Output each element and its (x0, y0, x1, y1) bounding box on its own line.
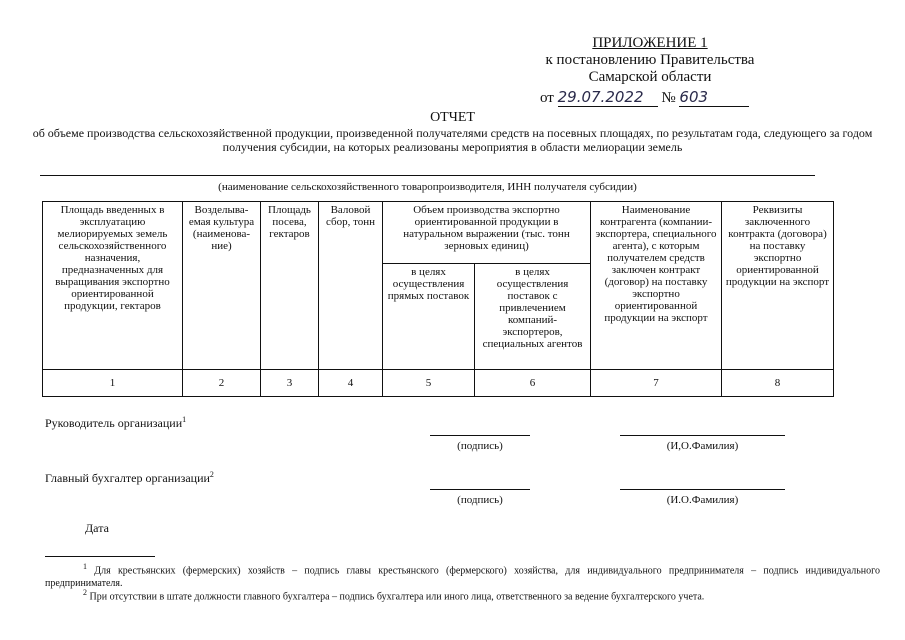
report-title: ОТЧЕТ (430, 110, 475, 125)
report-table (42, 201, 834, 397)
date-label: Дата (85, 521, 109, 535)
header-col-4: Валовой сбор, тонн (319, 202, 383, 370)
decree-number: 603 (679, 88, 749, 107)
head-signature-field[interactable] (430, 435, 530, 436)
header-col-3: Площадь посева, гектаров (261, 202, 319, 370)
producer-name-field[interactable] (40, 175, 815, 176)
head-footnote-mark: 1 (182, 415, 187, 424)
header-col-7: Наименование контрагента (компании-экспортера, специального агента), с которым получателем средств заключен контракт (договор) на поставку экспортно ориентированной продукции на экспорт (591, 202, 722, 370)
header-col-8: Реквизиты заключенного контракта (договора) на поставку экспортно ориентированной продукции на экспорт (722, 202, 834, 370)
column-number-row (43, 370, 834, 397)
head-label-text: Руководитель организации (45, 416, 183, 430)
appendix-title: ПРИЛОЖЕНИЕ 1 (592, 35, 708, 51)
column-number: 2 (183, 370, 261, 397)
footnote-1-text: Для крестьянских (фермерских) хозяйств – подпись главы крестьянского (фермерского) хозяйства, для индивидуального предпринимателя – подпись индивидуального предпринимателя. (45, 565, 880, 590)
column-number: 4 (319, 370, 383, 397)
column-number: 7 (591, 370, 722, 397)
accountant-label-text: Главный бухгалтер организации (45, 471, 210, 485)
footnote-2 (45, 586, 880, 603)
appendix-line-2: к постановлению Правительства (545, 52, 755, 68)
head-of-organization-label (45, 415, 186, 431)
column-number: 6 (475, 370, 591, 397)
header-col-2: Возделыва-емая культура (наименова-ние) (183, 202, 261, 370)
producer-caption: (наименование сельскохозяйственного товаропроизводителя, ИНН получателя субсидии) (218, 181, 637, 193)
footnote-2-mark: 2 (83, 588, 87, 597)
header-col-1: Площадь введенных в эксплуатацию мелиорируемых земель сельскохозяйственного назначения, предназначенных для выращивания экспортно ориентированной продукции, гектаров (43, 202, 183, 370)
column-number: 1 (43, 370, 183, 397)
accountant-name-caption: (И.О.Фамилия) (666, 494, 739, 506)
decree-date: 29.07.2022 (558, 88, 658, 107)
appendix-line-3: Самарской области (588, 69, 712, 85)
chief-accountant-label (45, 470, 214, 486)
decree-date-line (540, 88, 749, 107)
header-col-5-6: Объем производства экспортно ориентированной продукции в натуральном выражении (тыс. тонн зерновых единиц) (383, 202, 591, 264)
accountant-name-field[interactable] (620, 489, 785, 490)
head-name-field[interactable] (620, 435, 785, 436)
head-signature-caption: (подпись) (457, 440, 503, 452)
column-number: 3 (261, 370, 319, 397)
number-prefix: № (661, 90, 676, 106)
footnote-2-text: При отсутствии в штате должности главного бухгалтера – подпись бухгалтера или иного лица, ответственного за ведение бухгалтерского учета. (89, 591, 705, 603)
accountant-signature-caption: (подпись) (457, 494, 503, 506)
report-subtitle: об объеме производства сельскохозяйственной продукции, произведенной получателями средств на посевных площадях, по результатам года, следующего за годом получения субсидии, на которых реализованы мероприятия в области мелиорации земель (32, 126, 873, 154)
date-prefix: от (540, 90, 554, 106)
head-name-caption: (И,О.Фамилия) (666, 440, 739, 452)
header-col-5: в целях осуществления прямых поставок (383, 264, 475, 370)
accountant-signature-field[interactable] (430, 489, 530, 490)
appendix-header (520, 35, 780, 86)
footnote-separator (45, 556, 155, 557)
column-number: 8 (722, 370, 834, 397)
column-number: 5 (383, 370, 475, 397)
accountant-footnote-mark: 2 (209, 470, 214, 479)
header-col-6: в целях осуществления поставок с привлечением компаний-экспортеров, специальных агентов (475, 264, 591, 370)
footnote-1-mark: 1 (83, 562, 87, 571)
